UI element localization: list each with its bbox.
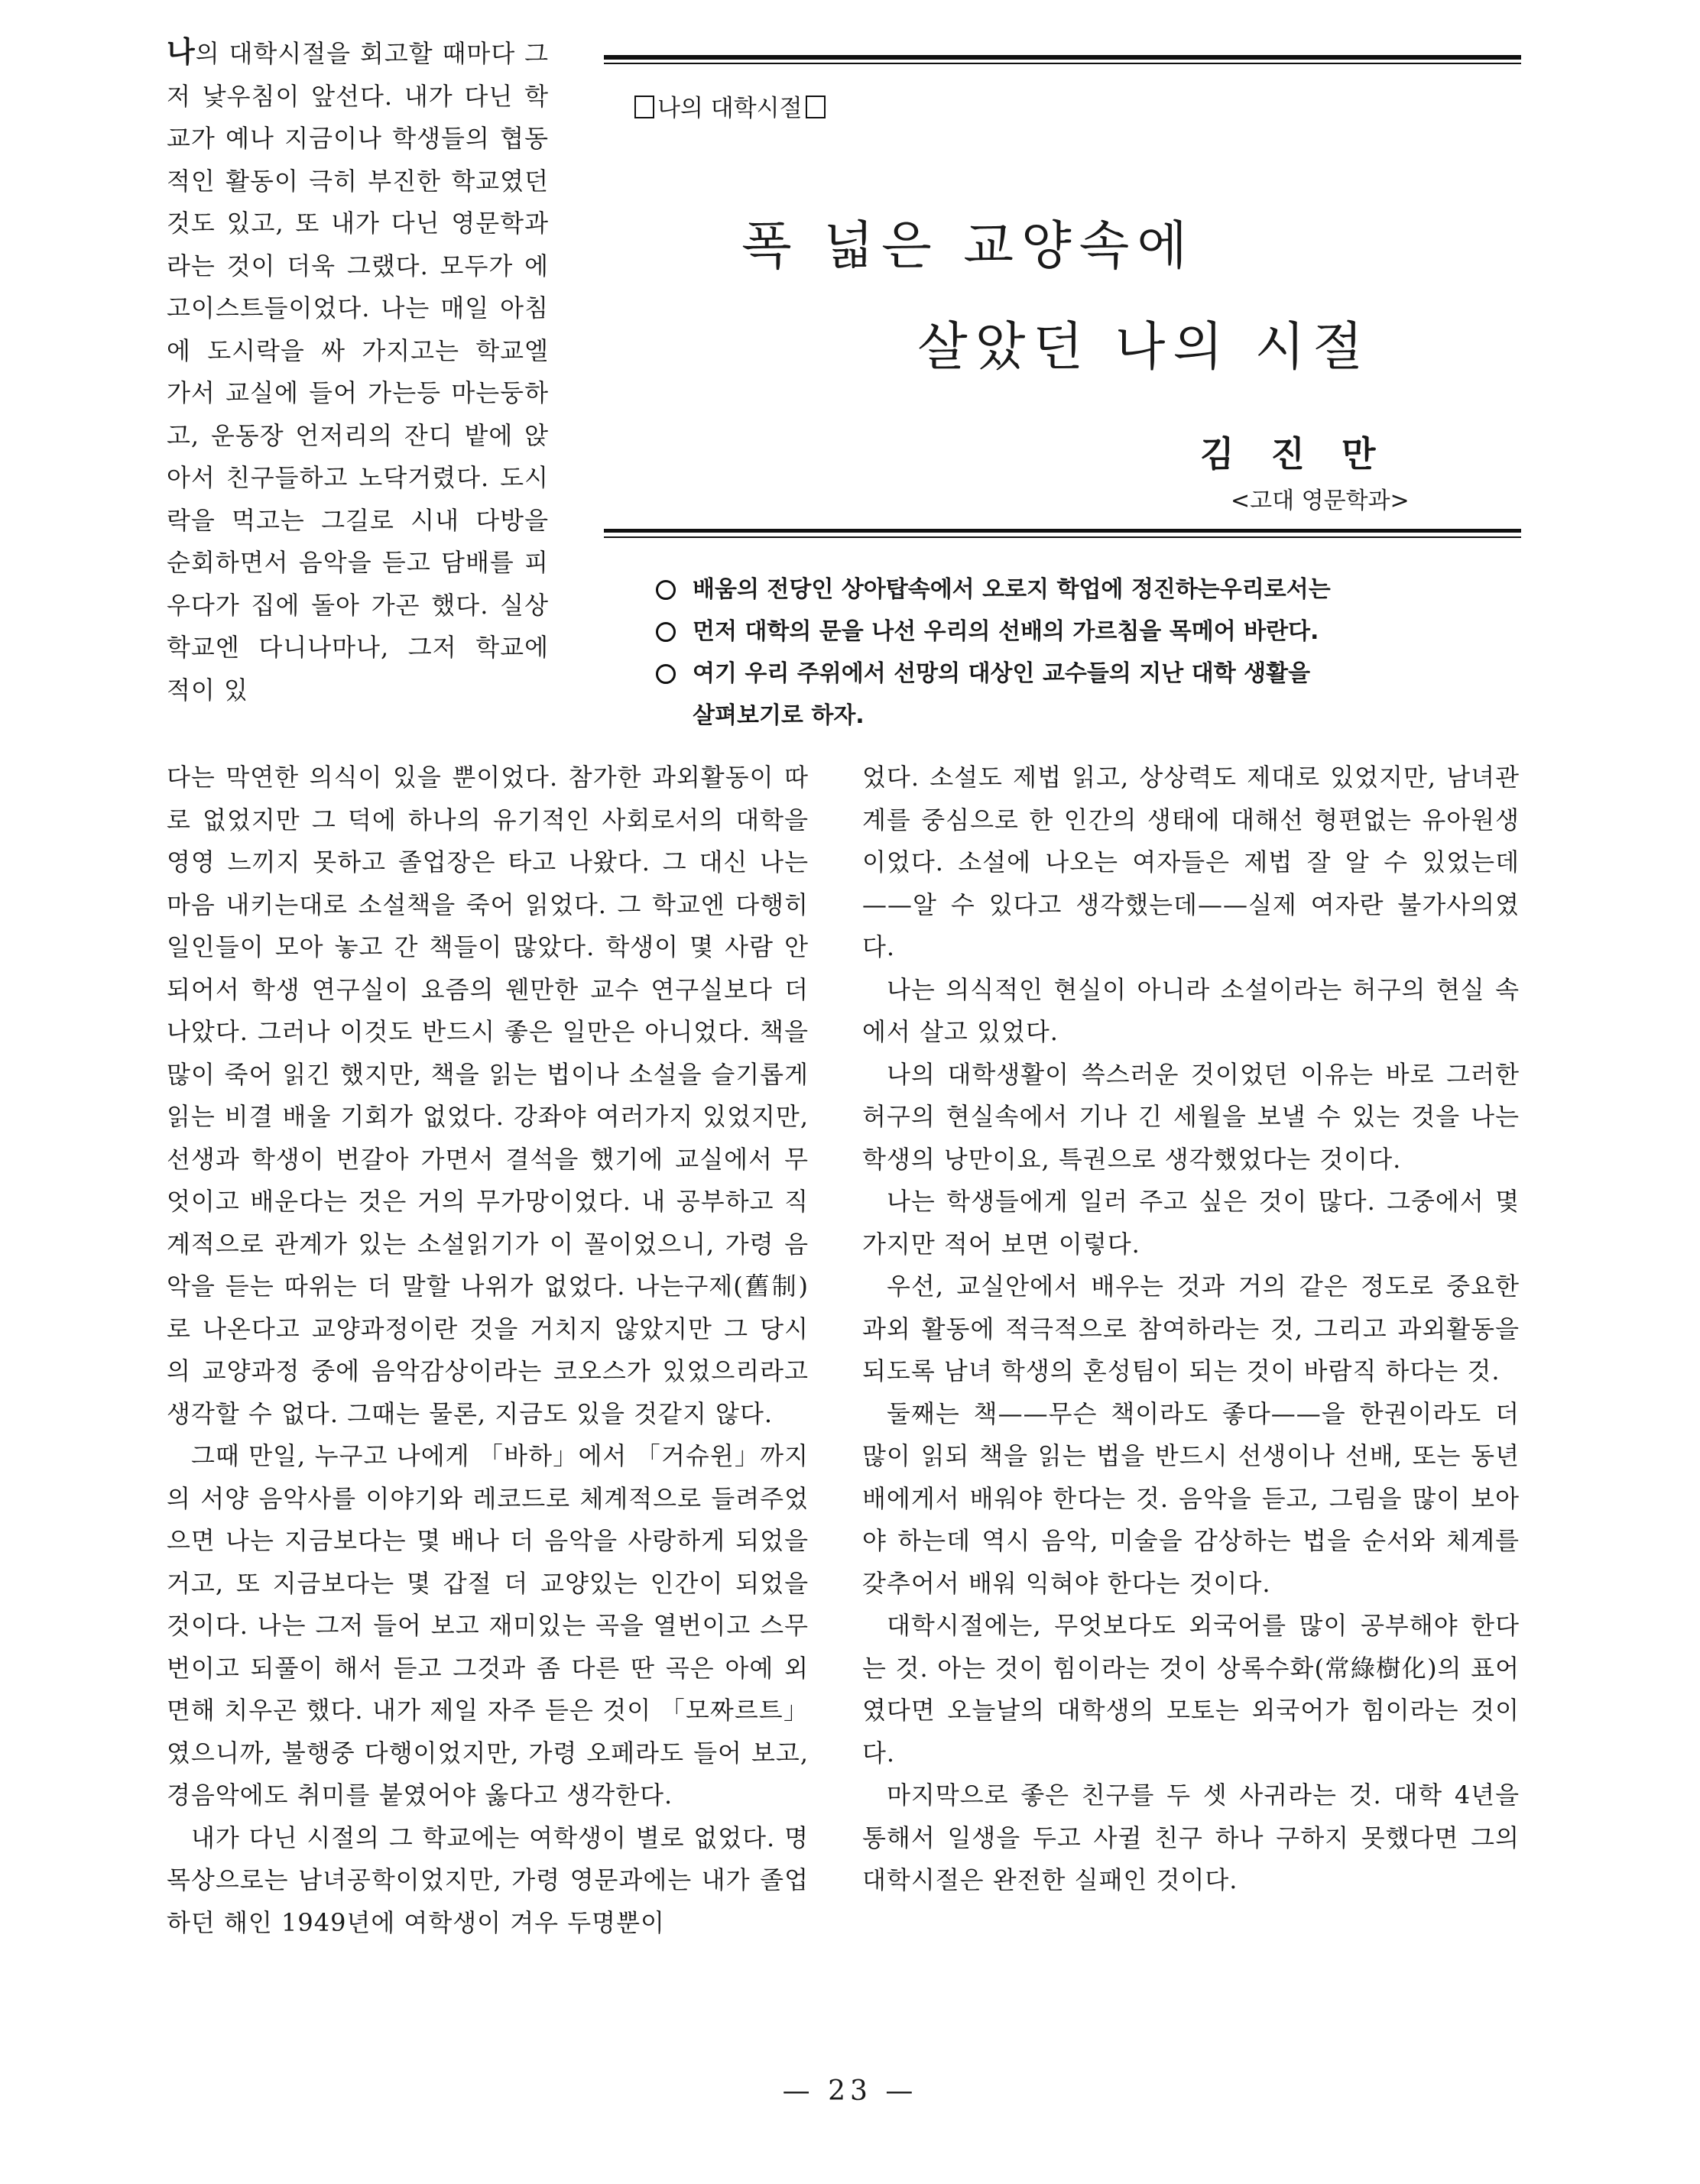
body-paragraph: 다는 막연한 의식이 있을 뿐이었다. 참가한 과외활동이 따로 없었지만 그 덕에 하나의 유기적인 사회로서의 대학을 영영 느끼지 못하고 졸업장은 타고 나왔다. 그 대신 나는 마음 내키는대로 소설책을 죽어 읽었다. 그 학교엔 다행히 일인들이 모아 놓고 간 책들이 많았다. 학생이 몇 사람 안 되어서 학생 연구실이 요즘의 웬만한 교수 연구실보다 더 나았다. 그러나 이것도 반드시 좋은 일만은 아니었다. 책을 많이 죽어 읽긴 했지만, 책을 읽는 법이나 소설을 슬기롭게 읽는 비결 배울 기회가 없었다. 강좌야 여러가지 있었지만, 선생과 학생이 번갈아 가면서 결석을 했기에 교실에서 무엇이고 배운다는 것은 거의 무가망이었다. 내 공부하고 직계적으로 관계가 있는 소설읽기가 이 꼴이었으니, 가령 음악을 듣는 따위는 더 말할 나위가 없었다. 나는구제(舊制)로 나온다고 교양과정이란 것을 거치지 않았지만 그 당시의 교양과정 중에 음악감상이라는 코오스가 있었으리라고 생각할 수 없다. 그때는 물론, 지금도 있을 것같지 않다. [167, 763, 809, 1428]
series-label-text: 나의 대학시절 [657, 95, 803, 122]
series-label [634, 89, 826, 123]
body-paragraph: 마지막으로 좋은 친구를 두 셋 사귀라는 것. 대학 4년을 통해서 일생을 두고 사귈 친구 하나 구하지 못했다면 그의 대학시절은 완전한 실패인 것이다. [862, 1781, 1520, 1894]
intro-bullet: 배움의 전당인 상아탑속에서 오로지 학업에 정진하는우리로서는 [656, 569, 1331, 611]
body-paragraph: 나의 대학생활이 쓱스러운 것이었던 이유는 바로 그러한 허구의 현실속에서 기나 긴 세월을 보낼 수 있는 것을 나는 학생의 낭만이요, 특권으로 생각했었다는 것이다. [862, 1059, 1520, 1174]
intro-bullet: 살펴보기로 하자. [693, 702, 865, 729]
header-top-rule [604, 55, 1521, 60]
article-title-line1: 폭 넓은 교양속에 [741, 216, 1196, 277]
intro-bullets [656, 569, 1331, 737]
body-paragraph: 나의 대학시절을 회고할 때마다 그저 낯우침이 앞선다. 내가 다닌 학교가 예나 지금이나 학생들의 협동적인 활동이 극히 부진한 학교였던 것도 있고, 또 내가 다닌 영문학과라는 것이 더욱 그랬다. 모두가 에고이스트들이었다. 나는 매일 아침에 도시락을 싸 가지고는 학교엘 가서 교실에 들어 가는등 마는둥하고, 운동장 언저리의 잔디 밭에 앉아서 친구들하고 노닥거렸다. 도시락을 먹고는 그길로 시내 다방을 순회하면서 음악을 듣고 담배를 피우다가 집에 돌아 가곤 했다. 실상 학교엔 다니나마나, 그저 학교에 적이 있 [167, 34, 549, 705]
circle-bullet-icon [656, 622, 676, 642]
author-name: 김 진 만 [1200, 433, 1376, 475]
body-paragraph: 대학시절에는, 무엇보다도 외국어를 많이 공부해야 한다는 것. 아는 것이 힘이라는 것이 상록수화(常綠樹化)의 표어였다면 오늘날의 대학생의 모토는 외국어가 힘이라는 것이다. [862, 1611, 1520, 1768]
header-bottom-rule [604, 529, 1521, 533]
body-paragraph: 둘째는 책——무슨 책이라도 좋다——을 한권이라도 더 많이 읽되 책을 읽는 법을 반드시 선생이나 선배, 또는 동년배에게서 배워야 한다는 것. 음악을 듣고, 그림을 많이 보아야 하는데 역시 음악, 미술을 감상하는 법을 순서와 체계를 갖추어서 배워 익혀야 한다는 것이다. [862, 1398, 1520, 1598]
body-column-left-top [167, 31, 549, 749]
intro-bullet: 여기 우리 주위에서 선망의 대상인 교수들의 지난 대학 생활을 [656, 653, 1331, 695]
article-title-line2: 살았던 나의 시절 [917, 317, 1371, 378]
intro-bullet: 먼저 대학의 문을 나선 우리의 선배의 가르침을 목메어 바란다. [656, 611, 1331, 653]
body-paragraph: 우선, 교실안에서 배우는 것과 거의 같은 정도로 중요한 과외 활동에 적극적으로 참여하라는 것, 그리고 과외활동을 되도록 남녀 학생의 혼성팀이 되는 것이 바람직 하다는 것. [862, 1272, 1520, 1385]
series-label-box-right [806, 96, 826, 118]
header-bottom-rule-thin [604, 536, 1521, 538]
page-number: — 23 — [782, 2075, 918, 2107]
body-paragraph: 내가 다닌 시절의 그 학교에는 여학생이 별로 없었다. 명목상으로는 남녀공학이었지만, 가령 영문과에는 내가 졸업하던 해인 1949년에 여학생이 겨우 두명뿐이 [167, 1823, 809, 1937]
author-affiliation: <고대 영문학과> [1231, 488, 1410, 514]
circle-bullet-icon [656, 580, 676, 600]
body-column-left [167, 757, 809, 2017]
series-label-box-left [634, 96, 654, 118]
circle-bullet-icon [656, 664, 676, 684]
body-column-right [862, 757, 1520, 2025]
body-paragraph: 그때 만일, 누구고 나에게 「바하」에서 「거슈윈」까지의 서양 음악사를 이야기와 레코드로 체계적으로 들려주었으면 나는 지금보다는 몇 배나 더 음악을 사랑하게 되었을거고, 또 지금보다는 몇 갑절 더 교양있는 인간이 되었을 것이다. 나는 그저 들어 보고 재미있는 곡을 열번이고 스무번이고 되풀이 해서 듣고 그것과 좀 다른 딴 곡은 아예 외면해 치우곤 했다. 내가 제일 자주 듣은 것이 「모짜르트」였으니까, 불행중 다행이었지만, 가령 오페라도 들어 보고, 경음악에도 취미를 붙였어야 옳다고 생각한다. [167, 1441, 809, 1810]
body-paragraph: 었다. 소설도 제법 읽고, 상상력도 제대로 있었지만, 남녀관계를 중심으로 한 인간의 생태에 대해선 형편없는 유아원생이었다. 소설에 나오는 여자들은 제법 잘 알 수 있었는데——알 수 있다고 생각했는데——실제 여자란 불가사의였다. [862, 763, 1520, 961]
body-paragraph: 나는 의식적인 현실이 아니라 소설이라는 허구의 현실 속에서 살고 있었다. [862, 974, 1520, 1046]
header-top-rule-thin [604, 63, 1521, 64]
body-paragraph: 나는 학생들에게 일러 주고 싶은 것이 많다. 그중에서 몇가지만 적어 보면 이렇다. [862, 1187, 1520, 1259]
drop-cap: 나 [167, 34, 196, 69]
